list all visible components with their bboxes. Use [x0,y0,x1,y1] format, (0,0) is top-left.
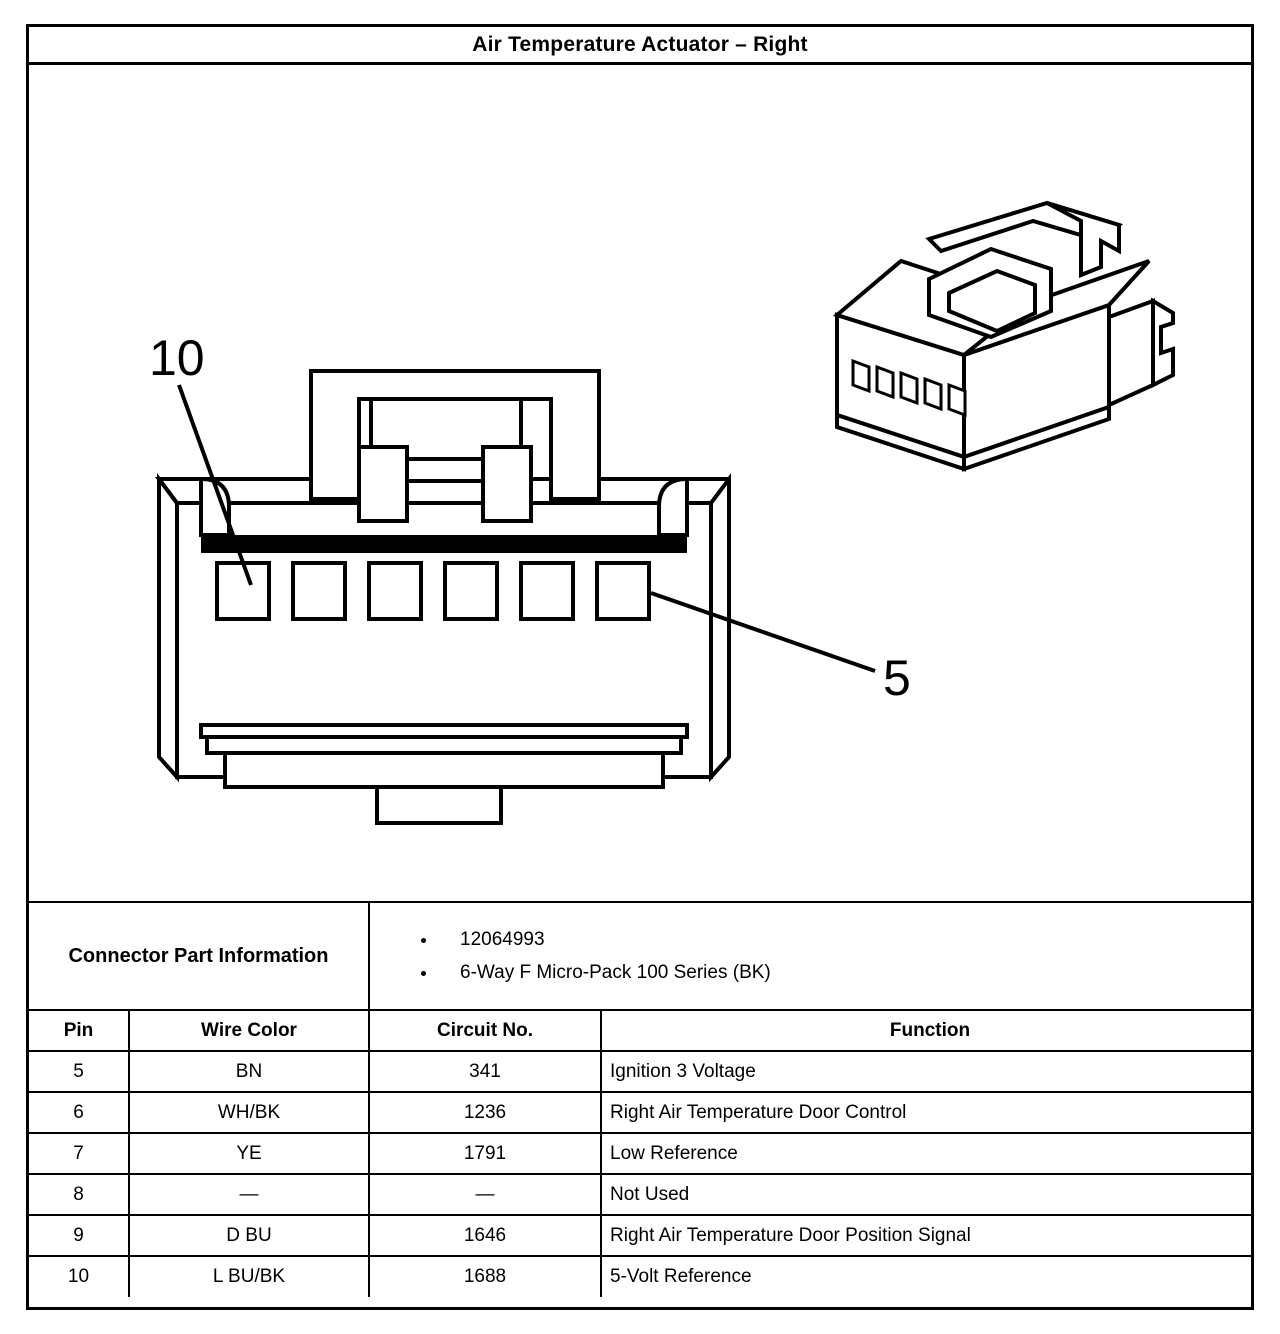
cell-circuit-no: 341 [369,1051,601,1092]
cell-pin: 7 [29,1133,129,1174]
cell-wire-color: — [129,1174,369,1215]
pin-function-table [29,1009,1251,1297]
document-title-bar [29,27,1251,65]
cell-function: Not Used [601,1174,1251,1215]
cell-wire-color: WH/BK [129,1092,369,1133]
connector-part-information-table [29,901,1251,1011]
cell-circuit-no: 1688 [369,1256,601,1297]
table-row [29,1133,1251,1174]
column-header-pin: Pin [29,1010,129,1051]
cell-circuit-no: — [369,1174,601,1215]
cell-circuit-no: 1791 [369,1133,601,1174]
cell-function: 5-Volt Reference [601,1256,1251,1297]
table-header-row [29,1010,1251,1051]
column-header-circuit-no: Circuit No. [369,1010,601,1051]
list-item: • 6-Way F Micro-Pack 100 Series (BK) [438,956,1251,989]
cell-circuit-no: 1236 [369,1092,601,1133]
page-title: Air Temperature Actuator – Right [472,32,808,56]
list-item: • 12064993 [438,923,1251,956]
table-row [29,1174,1251,1215]
table-row [29,902,1251,1010]
connector-illustration [29,65,1251,901]
callout-label-10: 10 [149,330,205,386]
cell-pin: 9 [29,1215,129,1256]
connector-front-view [159,371,729,823]
connector-3d-view [837,203,1173,469]
cell-function: Ignition 3 Voltage [601,1051,1251,1092]
connector-part-information-values [369,902,1251,1010]
connector-part-information-label: Connector Part Information [29,902,369,1010]
cell-function: Right Air Temperature Door Position Signal [601,1215,1251,1256]
cell-pin: 8 [29,1174,129,1215]
cell-pin: 6 [29,1092,129,1133]
cell-function: Right Air Temperature Door Control [601,1092,1251,1133]
table-row [29,1051,1251,1092]
column-header-wire-color: Wire Color [129,1010,369,1051]
cell-pin: 5 [29,1051,129,1092]
column-header-function: Function [601,1010,1251,1051]
cell-wire-color: BN [129,1051,369,1092]
cell-wire-color: L BU/BK [129,1256,369,1297]
table-row [29,1256,1251,1297]
table-row [29,1215,1251,1256]
cell-circuit-no: 1646 [369,1215,601,1256]
cell-wire-color: YE [129,1133,369,1174]
cell-wire-color: D BU [129,1215,369,1256]
document-frame [26,24,1254,1310]
cell-pin: 10 [29,1256,129,1297]
cell-function: Low Reference [601,1133,1251,1174]
table-row [29,1092,1251,1133]
callout-label-5: 5 [883,650,911,706]
